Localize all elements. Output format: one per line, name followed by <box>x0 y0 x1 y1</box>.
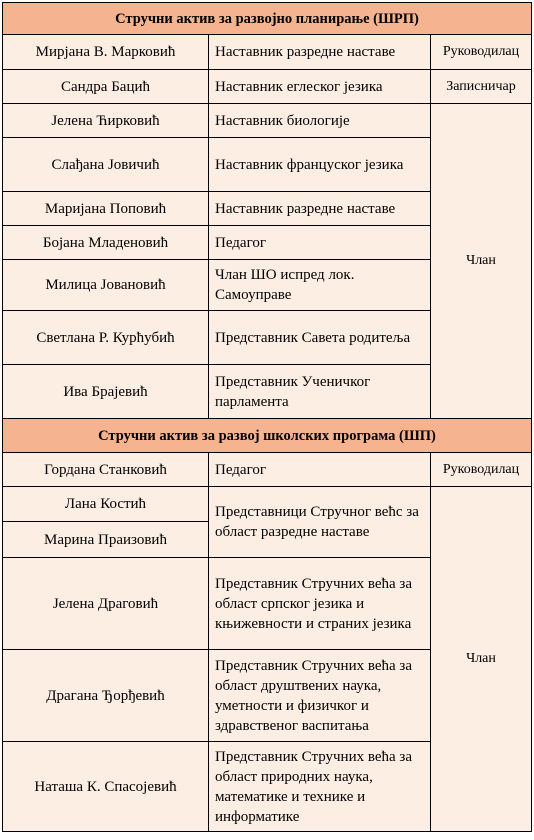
member-name: Маријана Поповић <box>3 192 209 226</box>
member-role: Руководилац <box>431 35 532 70</box>
member-name: Гордана Станковић <box>3 453 209 487</box>
table-row <box>3 104 532 138</box>
member-position: Представник Стручних већа за област српског језика и књижевности и страних језика <box>209 558 431 650</box>
member-name: Ива Брајевић <box>3 365 209 419</box>
section-header <box>3 419 532 453</box>
member-position-merged: Представници Стручног већс за област разредне наставе <box>209 487 431 558</box>
member-name: Драгана Ђорђевић <box>3 650 209 742</box>
section-title: Стручни актив за развој школских програма (ШП) <box>3 419 532 453</box>
member-position: Наставник разредне наставе <box>209 192 431 226</box>
member-role: Руководилац <box>431 453 532 487</box>
member-position: Представник Стручних већа за област природних наука, математике и технике и информатике <box>209 742 431 832</box>
member-name: Милица Јовановић <box>3 260 209 311</box>
table-row <box>3 35 532 70</box>
member-role: Записничар <box>431 70 532 104</box>
member-name: Наташа К. Спасојевић <box>3 742 209 832</box>
member-name: Светлана Р. Курћубић <box>3 311 209 365</box>
section-title: Стручни актив за развојно планирање (ШРП) <box>3 3 532 35</box>
member-position: Члан ШО испред лок. Самоуправе <box>209 260 431 311</box>
member-position: Педагог <box>209 226 431 260</box>
member-name: Јелена Драговић <box>3 558 209 650</box>
member-name: Јелена Ћирковић <box>3 104 209 138</box>
member-name: Сандра Бацић <box>3 70 209 104</box>
member-position: Представник Стручних већа за област друштвених наука, уметности и физичког и здравственог васпитања <box>209 650 431 742</box>
table-row <box>3 70 532 104</box>
section-header <box>3 3 532 35</box>
member-name: Слађана Јовичић <box>3 138 209 192</box>
member-position: Представник Савета родитеља <box>209 311 431 365</box>
committees-table <box>2 2 532 832</box>
member-position: Наставник француског језика <box>209 138 431 192</box>
table-row <box>3 453 532 487</box>
member-position: Педагог <box>209 453 431 487</box>
member-name: Мирјана В. Марковић <box>3 35 209 70</box>
member-position: Наставник разредне наставе <box>209 35 431 70</box>
member-position: Наставник биологије <box>209 104 431 138</box>
member-name: Марина Праизовић <box>3 522 209 558</box>
table-row <box>3 487 532 522</box>
member-position: Представник Ученичког парламента <box>209 365 431 419</box>
member-role-merged: Члан <box>431 487 532 832</box>
member-name: Лана Костић <box>3 487 209 522</box>
member-position: Наставник еглеског језика <box>209 70 431 104</box>
member-name: Бојана Младеновић <box>3 226 209 260</box>
member-role-merged: Члан <box>431 104 532 419</box>
